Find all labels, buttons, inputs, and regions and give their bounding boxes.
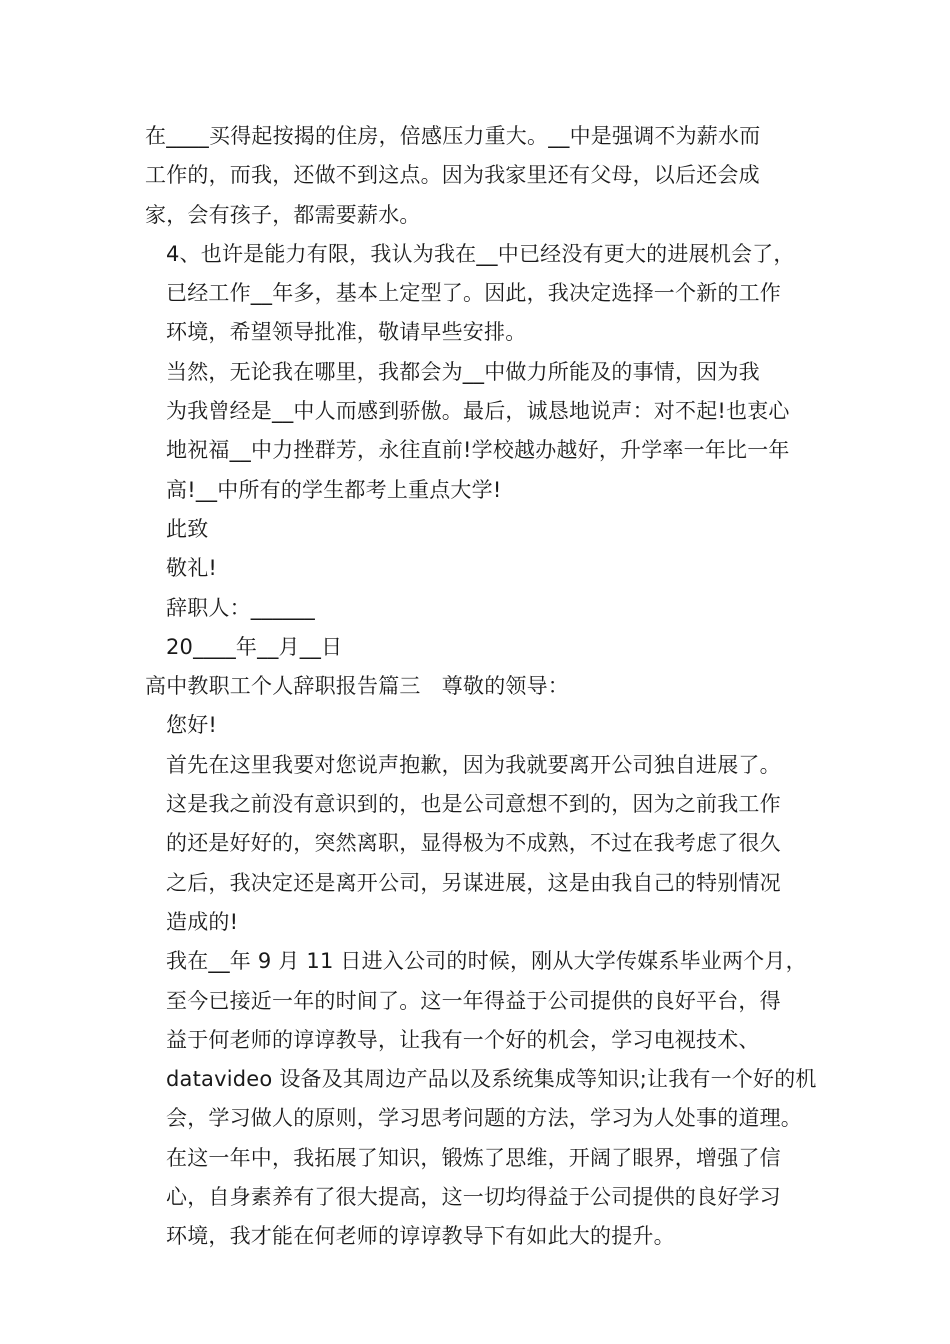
text-line: 20____年__月__日: [166, 634, 343, 659]
text-line: 首先在这里我要对您说声抱歉，因为我就要离开公司独自进展了。: [166, 752, 781, 777]
text-line: 在____买得起按揭的住房，倍感压力重大。__中是强调不为薪水而: [145, 124, 761, 148]
paragraph: [145, 628, 825, 667]
text-line: 地祝福__中力挫群芳，永往直前!学校越办越好，升学率一年比一年: [166, 438, 790, 463]
paragraph: [145, 235, 825, 353]
paragraph: [145, 510, 825, 549]
text-line: 在这一年中，我拓展了知识，锻炼了思维，开阔了眼界，增强了信: [166, 1145, 781, 1170]
text-line: 会，学习做人的原则，学习思考问题的方法，学习为人处事的道理。: [166, 1106, 802, 1131]
text-line: 环境，我才能在何老师的谆谆教导下有如此大的提升。: [166, 1224, 675, 1249]
text-line: 心，自身素养有了很大提高，这一切均得益于公司提供的良好学习: [166, 1185, 781, 1210]
text-line: 的还是好好的，突然离职，显得极为不成熟，不过在我考虑了很久: [166, 831, 781, 856]
text-line: 造成的!: [166, 909, 239, 934]
text-line: 已经工作__年多，基本上定型了。因此，我决定选择一个新的工作: [166, 281, 781, 306]
paragraph: [145, 942, 825, 1256]
paragraph: [145, 746, 825, 942]
paragraph: [145, 353, 825, 510]
text-line: 高中教职工个人辞职报告篇三 尊敬的领导：: [145, 674, 569, 699]
text-line: 这是我之前没有意识到的，也是公司意想不到的，因为之前我工作: [166, 792, 781, 817]
text-line: 高!__中所有的学生都考上重点大学!: [166, 477, 502, 502]
text-line: 您好!: [166, 713, 218, 738]
text-line: 4、也许是能力有限，我认为我在__中已经没有更大的进展机会了，: [166, 241, 795, 266]
text-line: 益于何老师的谆谆教导，让我有一个好的机会，学习电视技术、: [166, 1027, 760, 1052]
paragraph: [145, 706, 825, 745]
text-line: 工作的，而我，还做不到这点。因为我家里还有父母，以后还会成: [145, 163, 760, 188]
text-line: 家，会有孩子，都需要薪水。: [145, 202, 421, 227]
text-line: 至今已接近一年的时间了。这一年得益于公司提供的良好平台，得: [166, 988, 781, 1013]
text-line: 此致: [166, 516, 209, 541]
text-line: 为我曾经是__中人而感到骄傲。最后，诚恳地说声：对不起!也衷心: [166, 399, 790, 424]
text-line: 敬礼!: [166, 556, 218, 581]
text-line: datavideo 设备及其周边产品以及系统集成等知识;让我有一个好的机: [166, 1067, 817, 1092]
document-body: [145, 117, 825, 1257]
text-line: 当然，无论我在哪里，我都会为__中做力所能及的事情，因为我: [166, 359, 760, 384]
paragraph: [145, 589, 825, 628]
paragraph: [145, 117, 825, 235]
paragraph: [145, 549, 825, 588]
paragraph: [145, 667, 825, 706]
text-line: 环境，希望领导批准，敬请早些安排。: [166, 320, 527, 345]
text-line: 之后，我决定还是离开公司，另谋进展，这是由我自己的特别情况: [166, 870, 781, 895]
text-line: 我在__年 9 月 11 日进入公司的时候，刚从大学传媒系毕业两个月，: [166, 949, 807, 974]
text-line: 辞职人：______: [166, 595, 315, 620]
